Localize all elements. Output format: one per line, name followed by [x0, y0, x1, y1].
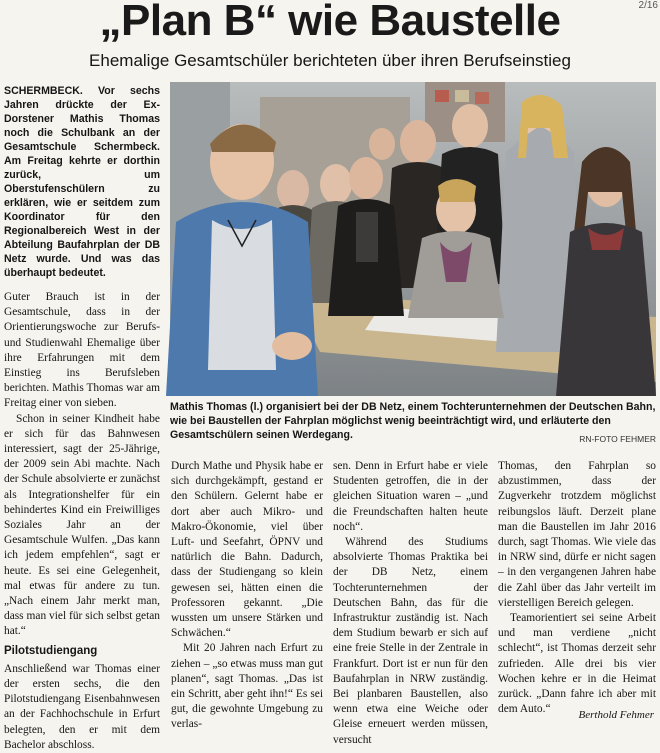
- article-column-1: [4, 84, 160, 751]
- article-column-3: [333, 459, 488, 746]
- article-headline: „Plan B“ wie Baustelle: [99, 0, 561, 45]
- body-paragraph: Teamorientiert sei seine Arbeit und man verdiene „nicht schlecht“, ist Thomas derzeit sehr zufrieden. Alle drei bis vier Wochen kehre er in die Heimat zurück. „Dann fahre ich aber mit dem Auto.“: [498, 612, 656, 716]
- body-paragraph: Während des Studiums absolvierte Thomas Praktika bei der DB Netz, einem Tochterunternehmen der Deutschen Bahn, das für die Infrastruktur zuständig ist. Nach dem Studium bewarb er sich auf eine freie Stelle in der Zentrale in Frankfurt. Dort ist er nun für den Baufahrplan in NRW zuständig. Bei planbaren Baustellen, also wenn etwa eine Weiche oder Gleise erneuert werden müssen, versucht: [333, 536, 488, 746]
- body-paragraph: Durch Mathe und Physik habe er sich durchgekämpft, gestand er den Schülern. Gelernt habe er dort aber auch Mikro- und Makro-Ökonomie, viel über Luft- und Seefahrt, ÖPNV und natürlich die Bahn. Dadurch, dass der Studiengang so klein gewesen sei, hätten einen die Professoren gekannt. „Die wussten um unsere Stärken und Schwächen.“: [171, 460, 323, 640]
- article-lead: SCHERMBECK. Vor sechs Jahren drückte der Ex-Dorstener Mathis Thomas noch die Schulbank an der Gesamtschule Schermbeck. Am Freitag kehrte er dorthin zurück, um Oberstufenschülern zu erklären, wie er seitdem zum Koordinator für den Regionalbereich West in der Abteilung Baufahrplan der DB Netz wurde. Und was das überhaupt bedeutet.: [4, 85, 160, 279]
- body-paragraph: sen. Denn in Erfurt habe er viele Studenten getroffen, die in der gleichen Situation waren – „und die Freundschaften halten heute noch“.: [333, 460, 488, 533]
- body-paragraph: Mit 20 Jahren nach Erfurt zu ziehen – „so etwas muss man gut planen“, sagt Thomas. „Das ist ein Schritt, aber geht ihn!“ Es sei gut, die gewohnte Umgebung zu verlas-: [171, 642, 323, 731]
- body-paragraph: Thomas, den Fahrplan so abzustimmen, dass der Zugverkehr trotzdem möglichst reibungslos läuft. Derzeit plane man die Baustellen im Jahr 2016 durch, sagt Thomas. Wie viele das in NRW sind, dürfe er nicht sagen – in den vergangenen Jahren habe die Zahl über das Jahr verteilt im vierstelligen Bereich gelegen.: [498, 460, 656, 609]
- group-photo-illustration: [170, 82, 656, 396]
- body-paragraph: Schon in seiner Kindheit habe er sich für das Bahnwesen interessiert, sagt der 25-Jährige, der 2009 sein Abi machte. Nach der Schule absolvierte er zunächst als Integrationshelfer für ein behindertes Kind ein Freiwilliges Soziales Jahr an der Gesamtschule Wulfen. „Das kann ich jedem empfehlen“, sagt er heute. Es sei eine Gelegenheit, mal etwas für andere zu tun. „Nach einem Jahr merkt man, dass man viel für sich selbst getan hat.“: [4, 412, 160, 638]
- photo-credit: RN-FOTO FEHMER: [579, 434, 656, 444]
- article-column-2: [171, 459, 323, 731]
- article-author: Berthold Fehmer: [578, 709, 654, 721]
- article-subhead: Pilotstudiengang: [4, 644, 98, 657]
- body-paragraph: Anschließend war Thomas einer der ersten sechs, die den Pilotstudiengang Eisenbahnwesen an der Fachhochschule in Erfurt belegten, den er mit dem Bachelor abschloss.: [4, 662, 160, 751]
- article-subheadline: Ehemalige Gesamtschüler berichteten über ihren Berufseinstieg: [89, 51, 571, 70]
- body-paragraph: Guter Brauch ist in der Gesamtschule, dass in der Orientierungswoche zur Berufs- und Studienwahl Ehemalige über ihre Erfahrungen mit dem Einstieg ins Berufsleben berichten. Mathis Thomas war am Freitag einer von sieben.: [4, 291, 160, 410]
- page-corner-mark: 2/16: [638, 0, 658, 11]
- photo-caption: Mathis Thomas (l.) organisiert bei der DB Netz, einem Tochterunternehmen der Deutschen Bahn, wie bei Baustellen der Fahrplan möglichst wenig beeinträchtigt wird, und erläuterte den Gesamtschülern seinen Werdegang.: [170, 401, 656, 441]
- article-photo: [170, 82, 656, 396]
